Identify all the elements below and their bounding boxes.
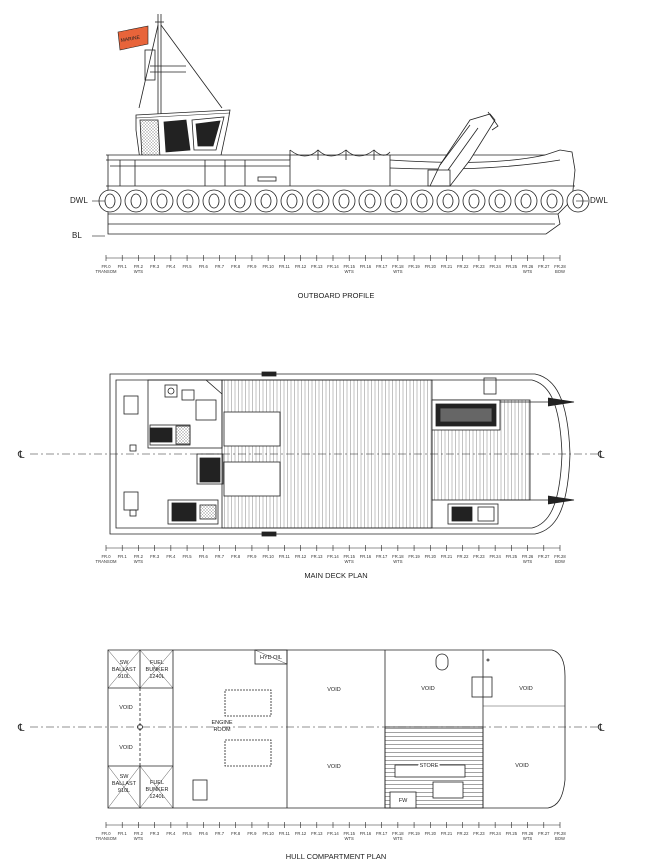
fender-tyre-hub: [209, 194, 219, 208]
frame-label: FR.7: [214, 264, 225, 269]
frame-label: FR.11: [278, 554, 290, 559]
frame-note: WTS: [522, 269, 533, 274]
frame-note: WTS: [522, 559, 533, 564]
main-deck-plan-title: MAIN DECK PLAN: [304, 571, 368, 580]
frame-label: FR.2: [133, 264, 143, 269]
sw-ballast-top-label: SW BALLAST 910L: [111, 660, 137, 680]
frame-label: FR.12: [294, 554, 307, 559]
frame-note: TRANSOM: [95, 269, 117, 274]
frame-label: FR.19: [408, 264, 420, 269]
frame-label: FR.22: [457, 831, 469, 836]
frame-label: FR.0: [101, 554, 111, 559]
frame-scale-hull: [96, 822, 567, 841]
hull-cl-right: ℄: [598, 723, 605, 734]
frame-label: FR.21: [440, 554, 453, 559]
frame-label: FR.19: [408, 554, 420, 559]
void-b-label: VOID: [119, 745, 133, 751]
void-mid-top-label: VOID: [327, 687, 341, 693]
frame-label: FR.25: [505, 831, 518, 836]
wheelhouse: [136, 110, 230, 160]
frame-note: TRANSOM: [95, 559, 117, 564]
frame-label: FR.15: [343, 554, 355, 559]
frame-label: FR.15: [343, 264, 355, 269]
frame-label: FR.8: [231, 264, 241, 269]
frame-label: FR.25: [505, 264, 518, 269]
fender-tyre-hub: [261, 194, 271, 208]
frame-label: FR.11: [278, 831, 290, 836]
frame-label: FR.3: [150, 264, 160, 269]
frame-label: FR.17: [375, 264, 388, 269]
hull-outline: [108, 650, 565, 808]
void-mid-bot-label: VOID: [327, 764, 341, 770]
deck-cl-left: ℄: [18, 450, 25, 461]
frame-label: FR.22: [457, 264, 469, 269]
frame-label: FR.10: [262, 831, 274, 836]
frame-label: FR.3: [150, 554, 160, 559]
fender-tyre-hub: [183, 194, 193, 208]
frame-label: FR.22: [457, 554, 469, 559]
hull-cl-left: ℄: [18, 723, 25, 734]
frame-label: FR.24: [489, 554, 501, 559]
fender-tyre-hub: [131, 194, 141, 208]
hyd-oil-label: HYD OIL: [259, 655, 283, 661]
fender-tyre-hub: [287, 194, 297, 208]
fender-tyre-hub: [443, 194, 453, 208]
frame-note: WTS: [344, 836, 354, 841]
frame-note: WTS: [522, 836, 533, 841]
frame-label: FR.4: [166, 264, 176, 269]
frame-label: FR.12: [294, 831, 307, 836]
fender-tyre-hub: [547, 194, 557, 208]
frame-label: FR.15: [343, 831, 355, 836]
frame-label: FR.9: [247, 264, 257, 269]
hull-compartment-plan: [17, 650, 605, 861]
fender-tyre-hub: [313, 194, 323, 208]
frame-label: FR.18: [392, 264, 404, 269]
frame-label: FR.12: [294, 264, 307, 269]
frame-label: FR.14: [327, 554, 339, 559]
frame-label: FR.21: [440, 264, 453, 269]
frame-label: FR.9: [247, 554, 257, 559]
fender-tyre-hub: [339, 194, 349, 208]
frame-label: FR.23: [473, 554, 485, 559]
outboard-profile: [70, 14, 608, 300]
frame-label: FR.24: [489, 831, 501, 836]
frame-label: FR.2: [133, 554, 143, 559]
frame-label: FR.16: [359, 554, 372, 559]
fender-tyre-hub: [105, 194, 115, 208]
void-bow-top-label: VOID: [519, 686, 533, 692]
frame-label: FR.26: [521, 831, 534, 836]
frame-label: FR.26: [521, 264, 534, 269]
frame-label: FR.1: [117, 831, 127, 836]
fender-tyre-hub: [495, 194, 505, 208]
fender-tyre-hub: [521, 194, 531, 208]
frame-note: BOW: [554, 269, 566, 274]
frame-label: FR.1: [117, 264, 127, 269]
frame-label: FR.5: [182, 831, 192, 836]
frame-label: FR.3: [150, 831, 160, 836]
frame-label: FR.25: [505, 554, 518, 559]
frame-label: FR.7: [214, 554, 225, 559]
engine-room-label: ENGINE ROOM: [211, 720, 233, 733]
void-bow-bot-label: VOID: [515, 763, 529, 769]
fender-tyre-hub: [391, 194, 401, 208]
fender-tyre-hub: [365, 194, 375, 208]
fw-label: FW: [398, 798, 408, 804]
frame-label: FR.10: [262, 554, 274, 559]
frame-label: FR.17: [375, 831, 388, 836]
frame-label: FR.6: [198, 554, 208, 559]
frame-label: FR.28: [554, 831, 566, 836]
frame-note: WTS: [344, 269, 354, 274]
frame-label: FR.20: [424, 554, 436, 559]
frame-label: FR.23: [473, 831, 485, 836]
frame-label: FR.27: [538, 264, 550, 269]
outboard-profile-title: OUTBOARD PROFILE: [297, 291, 375, 300]
frame-scale-profile: [96, 255, 567, 274]
fuel-bunker-bot-label: FUEL BUNKER 1240L: [145, 780, 169, 800]
frame-label: FR.16: [359, 264, 372, 269]
frame-label: FR.14: [327, 264, 339, 269]
frame-note: WTS: [393, 559, 403, 564]
frame-label: FR.24: [489, 264, 501, 269]
mast: [139, 14, 222, 118]
fender-tyre-hub: [469, 194, 479, 208]
frame-label: FR.27: [538, 831, 550, 836]
frame-label: FR.20: [424, 831, 436, 836]
dwl-right-label: DWL: [590, 196, 608, 205]
fender-tyre-hub: [417, 194, 427, 208]
fuel-bunker-top-label: FUEL BUNKER 1240L: [145, 660, 169, 680]
frame-label: FR.2: [133, 831, 143, 836]
frame-label: FR.8: [231, 554, 241, 559]
frame-label: FR.27: [538, 554, 550, 559]
frame-label: FR.13: [311, 831, 323, 836]
frame-note: WTS: [393, 269, 403, 274]
frame-note: WTS: [344, 559, 354, 564]
frame-label: FR.0: [101, 264, 111, 269]
frame-note: BOW: [554, 836, 566, 841]
fender-tyre-hub: [235, 194, 245, 208]
bl-label: BL: [72, 231, 82, 240]
svg-text:MARINE: MARINE: [120, 34, 141, 44]
frame-label: FR.6: [198, 264, 208, 269]
frame-label: FR.5: [182, 264, 192, 269]
hull-compartment-plan-title: HULL COMPARTMENT PLAN: [285, 852, 387, 861]
frame-label: FR.4: [166, 554, 176, 559]
frame-label: FR.18: [392, 554, 404, 559]
frame-label: FR.13: [311, 554, 323, 559]
sw-ballast-bot-label: SW BALLAST 910L: [111, 774, 137, 794]
frame-label: FR.26: [521, 554, 534, 559]
frame-note: WTS: [133, 559, 144, 564]
frame-label: FR.10: [262, 264, 274, 269]
frame-label: FR.0: [101, 831, 111, 836]
frame-label: FR.6: [198, 831, 208, 836]
frame-label: FR.14: [327, 831, 339, 836]
void-a-label: VOID: [119, 705, 133, 711]
frame-label: FR.11: [278, 264, 290, 269]
frame-label: FR.4: [166, 831, 176, 836]
frame-scale-deck: [96, 545, 567, 564]
frame-note: TRANSOM: [95, 836, 117, 841]
frame-label: FR.20: [424, 264, 436, 269]
frame-note: WTS: [393, 836, 403, 841]
dwl-left-label: DWL: [70, 196, 88, 205]
frame-note: WTS: [133, 836, 144, 841]
frame-label: FR.8: [231, 831, 241, 836]
frame-label: FR.28: [554, 554, 566, 559]
frame-label: FR.18: [392, 831, 404, 836]
frame-label: FR.19: [408, 831, 420, 836]
deck-cl-right: ℄: [598, 450, 605, 461]
frame-label: FR.13: [311, 264, 323, 269]
frame-note: BOW: [554, 559, 566, 564]
frame-label: FR.9: [247, 831, 257, 836]
store-label: STORE: [419, 763, 439, 769]
frame-label: FR.7: [214, 831, 225, 836]
frame-label: FR.1: [117, 554, 127, 559]
frame-label: FR.23: [473, 264, 485, 269]
frame-label: FR.5: [182, 554, 192, 559]
frame-label: FR.17: [375, 554, 388, 559]
fender-tyre-hub: [157, 194, 167, 208]
frame-note: WTS: [133, 269, 144, 274]
main-deck-plan: [17, 372, 605, 580]
frame-label: FR.21: [440, 831, 453, 836]
frame-label: FR.16: [359, 831, 372, 836]
void-fwd-top-label: VOID: [421, 686, 435, 692]
frame-label: FR.28: [554, 264, 566, 269]
